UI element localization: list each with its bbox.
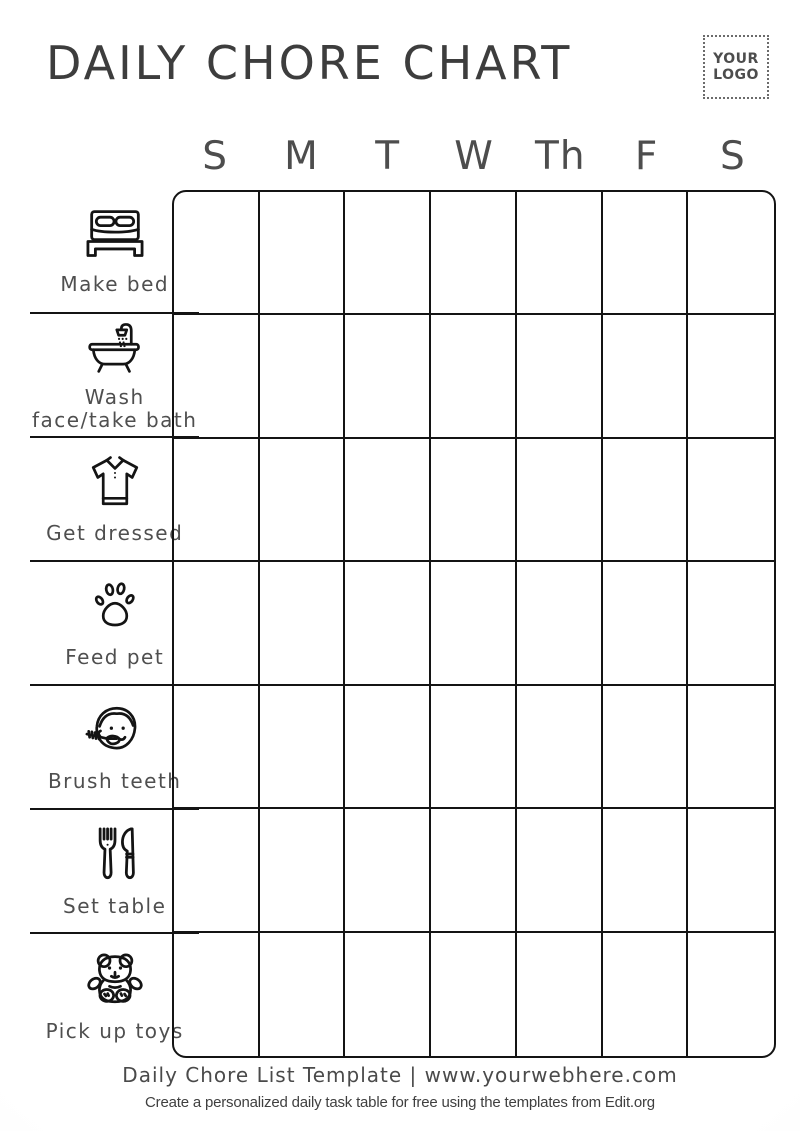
- logo-text-line2: LOGO: [713, 67, 759, 83]
- day-header-friday: F: [634, 133, 659, 179]
- bathtub-icon: [84, 319, 146, 379]
- chore-cell: [603, 315, 689, 438]
- bed-icon: [81, 206, 149, 266]
- logo-text-line1: YOUR: [713, 50, 759, 67]
- chore-label: Set table: [63, 894, 167, 918]
- logo-placeholder: [703, 35, 769, 99]
- chore-cell: [174, 809, 260, 932]
- chore-cell: [260, 809, 346, 932]
- chore-cell: [431, 315, 517, 438]
- chore-cell: [345, 562, 431, 685]
- chore-cell: [260, 686, 346, 809]
- chore-cell: [174, 192, 260, 315]
- footer-credit-line: Create a personalized daily task table for free using the templates from Edit.org: [145, 1094, 655, 1111]
- chore-cell: [603, 439, 689, 562]
- chore-table: [30, 190, 776, 1058]
- chore-cell: [260, 192, 346, 315]
- chore-cell: [517, 192, 603, 315]
- chore-cell: [603, 192, 689, 315]
- chore-grid: [172, 190, 776, 1058]
- chore-cell: [260, 933, 346, 1056]
- chore-cell: [260, 439, 346, 562]
- chore-cell: [431, 562, 517, 685]
- chore-cell: [345, 809, 431, 932]
- shirt-icon: [86, 453, 144, 515]
- chore-cell: [688, 439, 774, 562]
- chore-cell: [260, 315, 346, 438]
- chore-cell: [603, 686, 689, 809]
- chore-label: Pick up toys: [45, 1019, 184, 1043]
- day-header-wednesday: W: [454, 133, 494, 179]
- day-header-monday: M: [284, 133, 319, 179]
- paw-icon: [86, 577, 144, 639]
- chore-cell: [174, 686, 260, 809]
- chore-cell: [688, 192, 774, 315]
- day-header-tuesday: T: [375, 133, 401, 179]
- chore-cell: [688, 809, 774, 932]
- chore-label: Wash face/take bath: [32, 384, 198, 432]
- chore-cell: [603, 809, 689, 932]
- chore-cell: [174, 439, 260, 562]
- chore-cell: [174, 933, 260, 1056]
- chore-cell: [345, 933, 431, 1056]
- chore-cell: [517, 933, 603, 1056]
- chore-label: Make bed: [60, 272, 170, 296]
- day-header-sunday: S: [202, 133, 229, 179]
- chore-cell: [517, 686, 603, 809]
- chore-cell: [345, 439, 431, 562]
- chore-cell: [517, 315, 603, 438]
- chore-cell: [345, 686, 431, 809]
- chore-label: Get dressed: [46, 521, 184, 545]
- chore-cell: [688, 686, 774, 809]
- page-title: DAILY CHORE CHART: [46, 36, 573, 90]
- chore-cell: [345, 192, 431, 315]
- chore-label: Brush teeth: [47, 769, 182, 793]
- chore-cell: [603, 933, 689, 1056]
- chore-label-column: [30, 190, 198, 1058]
- brush-teeth-icon: [82, 701, 148, 763]
- chore-cell: [431, 192, 517, 315]
- chore-cell: [688, 315, 774, 438]
- chore-cell: [688, 562, 774, 685]
- chore-cell: [345, 315, 431, 438]
- chore-cell: [517, 562, 603, 685]
- chore-cell: [431, 809, 517, 932]
- teddy-bear-icon: [84, 949, 146, 1013]
- chore-cell: [431, 686, 517, 809]
- chore-cell: [517, 439, 603, 562]
- chore-cell: [174, 315, 260, 438]
- footer-template-line: Daily Chore List Template | www.yourwebhere.com: [122, 1063, 678, 1087]
- chore-cell: [260, 562, 346, 685]
- day-header-row: [172, 126, 776, 186]
- cutlery-icon: [89, 824, 141, 888]
- day-header-thursday: Th: [535, 133, 586, 179]
- chore-cell: [431, 933, 517, 1056]
- chore-cell: [517, 809, 603, 932]
- chore-cell: [603, 562, 689, 685]
- chore-cell: [688, 933, 774, 1056]
- chore-cell: [431, 439, 517, 562]
- day-header-saturday: S: [719, 133, 746, 179]
- chore-cell: [174, 562, 260, 685]
- chore-label: Feed pet: [65, 645, 165, 669]
